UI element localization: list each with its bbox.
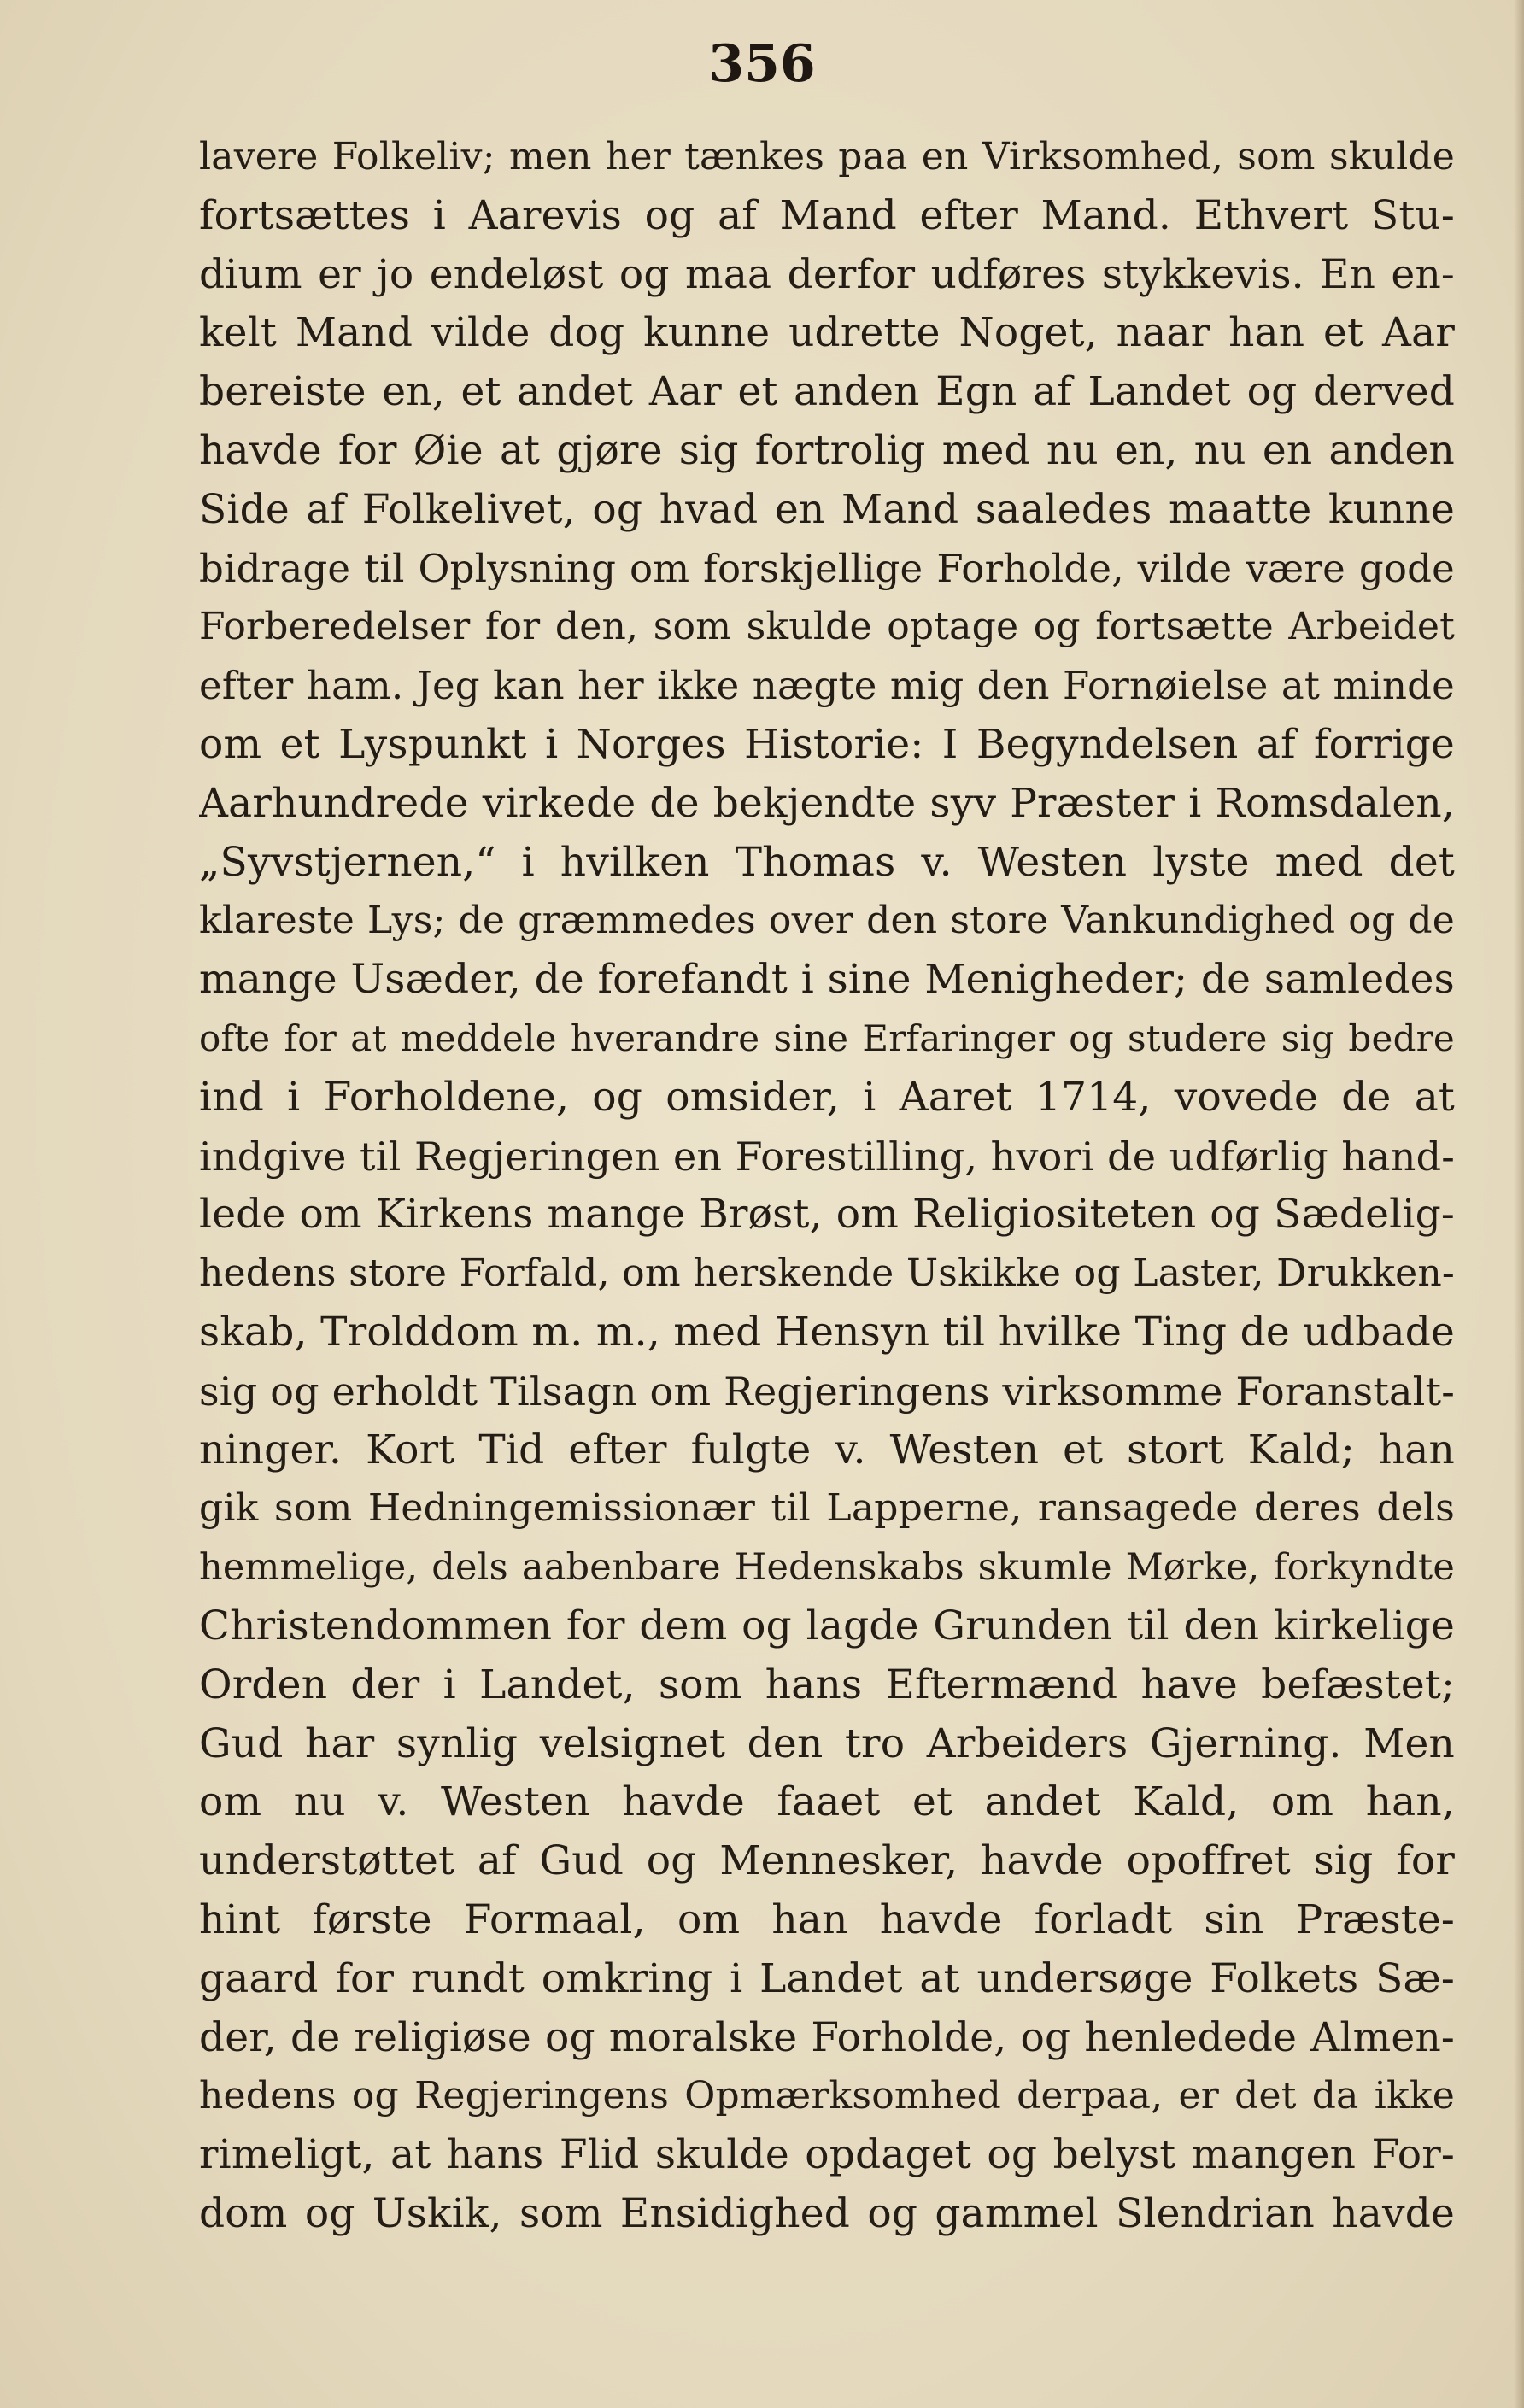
- text-line: hint første Formaal, om han havde forladt sin Præste-: [199, 1895, 1455, 1943]
- text-line: indgive til Regjeringen en Forestilling, hvori de udførlig hand-: [199, 1133, 1455, 1180]
- text-line: gaard for rundt omkring i Landet at undersøge Folkets Sæ-: [199, 1954, 1455, 2002]
- text-line: lede om Kirkens mange Brøst, om Religiositeten og Sædelig-: [199, 1191, 1455, 1239]
- text-line: kelt Mand vilde dog kunne udrette Noget, naar han et Aar: [199, 309, 1455, 357]
- text-line: hedens store Forfald, om herskende Uskikke og Laster, Drukken-: [199, 1251, 1455, 1296]
- text-line: gik som Hedningemissionær til Lapperne, ransagede deres dels: [199, 1486, 1455, 1531]
- text-line: efter ham. Jeg kan her ikke nægte mig den Fornøielse at minde: [199, 663, 1455, 709]
- text-line: Gud har synlig velsignet den tro Arbeiders Gjerning. Men: [199, 1720, 1455, 1767]
- text-line: der, de religiøse og moralske Forholde, og henledede Almen-: [199, 2013, 1455, 2061]
- text-line: skab, Trolddom m. m., med Hensyn til hvilke Ting de udbade: [199, 1308, 1455, 1356]
- text-line: fortsættes i Aarevis og af Mand efter Mand. Ethvert Stu-: [199, 191, 1455, 239]
- text-line: ind i Forholdene, og omsider, i Aaret 1714, vovede de at: [199, 1073, 1455, 1121]
- text-line: understøttet af Gud og Mennesker, havde opoffret sig for: [199, 1837, 1455, 1885]
- text-line: dom og Uskik, som Ensidighed og gammel Slendrian havde: [199, 2189, 1455, 2237]
- text-line: mange Usæder, de forefandt i sine Menigheder; de samledes: [199, 956, 1455, 1004]
- text-line: Side af Folkelivet, og hvad en Mand saaledes maatte kunne: [199, 485, 1455, 533]
- text-line: hedens og Regjeringens Opmærksomhed derpaa, er det da ikke: [199, 2074, 1455, 2118]
- page-number: 356: [708, 34, 816, 94]
- text-line: rimeligt, at hans Flid skulde opdaget og belyst mangen For-: [199, 2131, 1455, 2179]
- text-line: om nu v. Westen havde faaet et andet Kald, om han,: [199, 1778, 1455, 1826]
- text-line: dium er jo endeløst og maa derfor udføres stykkevis. En en-: [199, 250, 1455, 298]
- text-line: „Syvstjernen,“ i hvilken Thomas v. Westen lyste med det: [199, 838, 1455, 886]
- text-line: Christendommen for dem og lagde Grunden til den kirkelige: [199, 1602, 1455, 1649]
- text-line: bidrage til Oplysning om forskjellige Forholde, vilde være gode: [199, 545, 1455, 591]
- text-line: havde for Øie at gjøre sig fortrolig med nu en, nu en anden: [199, 426, 1455, 474]
- text-line: ofte for at meddele hverandre sine Erfaringer og studere sig bedre: [199, 1017, 1455, 1059]
- text-line: sig og erholdt Tilsagn om Regjeringens virksomme Foranstalt-: [199, 1368, 1455, 1415]
- text-line: hemmelige, dels aabenbare Hedenskabs skumle Mørke, forkyndte: [199, 1546, 1455, 1590]
- text-line: Forberedelser for den, som skulde optage og fortsætte Arbeidet: [199, 605, 1455, 649]
- text-line: Orden der i Landet, som hans Eftermænd have befæstet;: [199, 1661, 1455, 1708]
- text-line: om et Lyspunkt i Norges Historie: I Begyndelsen af forrige: [199, 720, 1455, 768]
- page-edge-shadow: [1514, 0, 1524, 2408]
- body-text: [199, 128, 1455, 2244]
- text-line: bereiste en, et andet Aar et anden Egn af Landet og derved: [199, 368, 1455, 416]
- text-line: klareste Lys; de græmmedes over den store Vankundighed og de: [199, 899, 1455, 943]
- text-line: Aarhundrede virkede de bekjendte syv Præster i Romsdalen,: [199, 779, 1455, 827]
- text-line: ninger. Kort Tid efter fulgte v. Westen et stort Kald; han: [199, 1426, 1455, 1474]
- text-line: lavere Folkeliv; men her tænkes paa en Virksomhed, som skulde: [199, 135, 1455, 179]
